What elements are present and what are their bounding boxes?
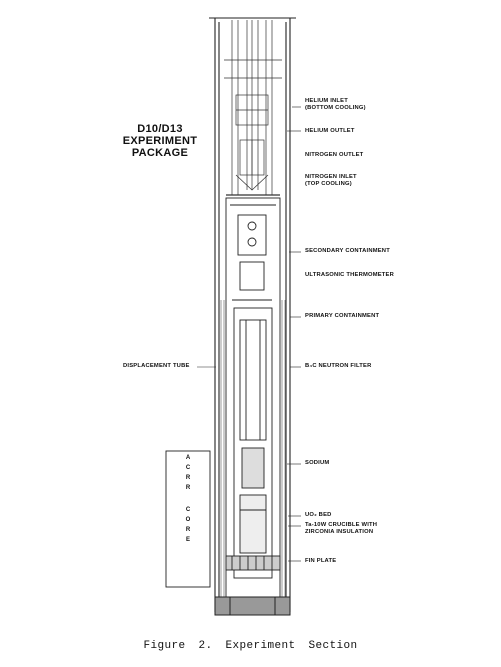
label-uo2-bed: UO₂ BED xyxy=(305,512,332,518)
label-helium-outlet: HELIUM OUTLET xyxy=(305,128,355,134)
label-primary-containment: PRIMARY CONTAINMENT xyxy=(305,313,380,319)
label-nitrogen-outlet: NITROGEN OUTLET xyxy=(305,152,364,158)
label-helium-inlet-line2: (BOTTOM COOLING) xyxy=(305,105,366,111)
label-nitrogen-inlet-line1: NITROGEN INLET xyxy=(305,174,357,180)
diagram-title xyxy=(100,123,220,159)
label-helium-inlet-line1: HELIUM INLET xyxy=(305,98,348,104)
label-secondary-containment: SECONDARY CONTAINMENT xyxy=(305,248,390,254)
label-nitrogen-inlet-line2: (TOP COOLING) xyxy=(305,181,352,187)
title-line-1: D10/D13 xyxy=(137,123,183,135)
core-letter-7: R xyxy=(185,527,191,533)
core-letter-5: C xyxy=(185,507,191,513)
label-helium-inlet xyxy=(305,98,366,112)
label-displacement-tube: DISPLACEMENT TUBE xyxy=(123,363,190,369)
core-letter-8: E xyxy=(185,537,190,543)
bottom-plug xyxy=(215,597,290,615)
core-letter-4: R xyxy=(185,485,191,491)
label-crucible-line2: ZIRCONIA INSULATION xyxy=(305,529,374,535)
primary-containment xyxy=(234,308,272,578)
figure-caption: Figure 2. Experiment Section xyxy=(143,640,358,652)
label-fin-plate: FIN PLATE xyxy=(305,558,337,564)
core-letter-1: A xyxy=(185,455,191,461)
title-line-2: EXPERIMENT xyxy=(122,135,198,147)
upper-plumbing xyxy=(224,20,282,195)
label-nitrogen-inlet xyxy=(305,174,357,188)
core-letter-2: C xyxy=(185,465,191,471)
label-sodium: SODIUM xyxy=(305,460,330,466)
label-crucible xyxy=(305,522,377,536)
label-crucible-line1: Ta-10W CRUCIBLE WITH xyxy=(305,522,378,528)
label-neutron-filter: B₄C NEUTRON FILTER xyxy=(305,363,372,369)
title-line-3: PACKAGE xyxy=(131,147,189,159)
fin-plate xyxy=(226,556,280,570)
label-ultrasonic-thermometer: ULTRASONIC THERMOMETER xyxy=(305,272,394,278)
acrr-core-label xyxy=(166,451,210,587)
core-letter-6: O xyxy=(185,517,191,523)
core-letter-3: R xyxy=(185,475,191,481)
